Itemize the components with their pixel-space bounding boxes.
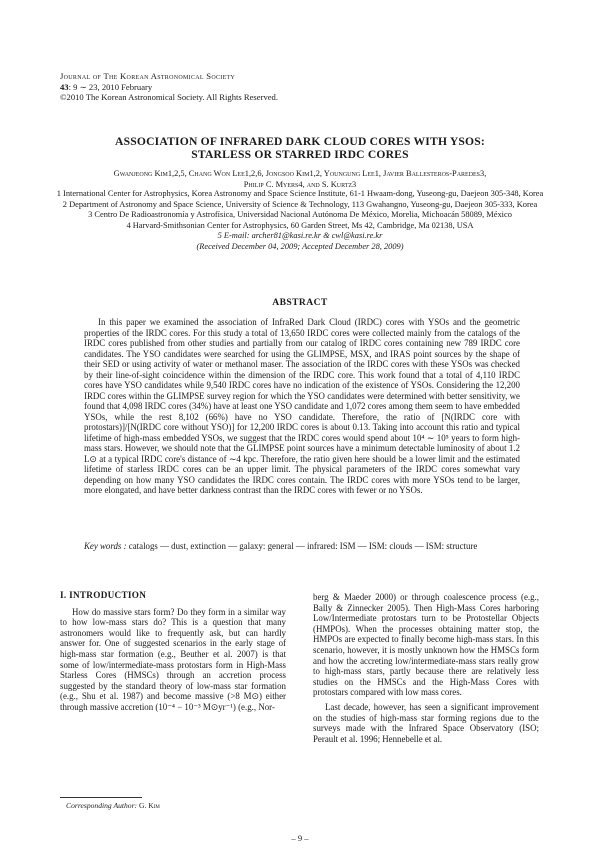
keywords-text: catalogs — dust, extinction — galaxy: general — infrared: ISM — ISM: clouds — ISM: structure <box>126 541 478 551</box>
left-column <box>60 590 286 713</box>
author-list <box>40 169 560 190</box>
authors-line-2: Philip C. Myers4, and S. Kurtz3 <box>243 179 357 189</box>
journal-volume: 43 <box>60 81 69 92</box>
journal-pages: : 9 ∼ 23, 2010 February <box>68 81 153 92</box>
journal-volume-line <box>60 82 278 93</box>
affiliation-4: 4 Harvard-Smithsonian Center for Astrophysics, 60 Garden Street, Ms 42, Cambridge, Ma 02138, USA <box>126 220 474 230</box>
paper-title <box>40 135 560 162</box>
abstract-heading: ABSTRACT <box>272 297 328 308</box>
journal-copyright: ©2010 The Korean Astronomical Society. All Rights Reserved. <box>60 92 278 103</box>
affiliation-2: 2 Department of Astronomy and Space Science, University of Science & Technology, 113 Gwahangno, Yuseong-gu, Daejeon 305-333, Korea <box>62 199 538 209</box>
affiliations <box>40 189 560 253</box>
footnote-label: Corresponding Author: <box>66 801 138 810</box>
title-line-1: ASSOCIATION OF INFRARED DARK CLOUD CORES WITH YSOS: <box>115 135 485 148</box>
title-line-2: STARLESS OR STARRED IRDC CORES <box>191 148 409 162</box>
affiliation-3: 3 Centro De Radioastronomía y Astrofísica, Universidad Nacional Autónoma De México, Morelia, Michoacán 58089, México <box>88 210 512 220</box>
journal-header <box>60 71 278 103</box>
footnote <box>66 801 160 810</box>
affiliation-1: 1 International Center for Astrophysics, Korea Astronomy and Space Science Institute, 61-1 Hwaam-dong, Yuseong-gu, Daejeon 305-348, Korea <box>56 189 544 198</box>
intro-paragraph-2: Last decade, however, has seen a significant improvement on the studies of high-mass star forming regions due to the surveys made with the Infrared Space Observatory (ISO; Perault et al. 1996; Hennebelle et al. <box>313 701 539 744</box>
authors-line-1: Gwanjeong Kim1,2,5, Chang Won Lee1,2,6, Jongsoo Kim1,2, Youngung Lee1, Javier Ballesteros-Paredes3, <box>113 169 487 178</box>
right-column <box>313 592 539 744</box>
intro-paragraph-1-cont: berg & Maeder 2000) or through coalescence process (e.g., Bally & Zinnecker 2005). Then High-Mass Cores harboring Low/Intermediate protostars turn to be Protostellar Objects (HMPOs). When the processes obtaining matter stop, the HMPOs are expected to finally become high-mass stars. In this scenario, however, it is mostly unknown how the HMSCs form and how the accreting low/intermediate-mass stars really grow to high-mass stars, partly because there are relatively less studies on the HMSCs and the High-Mass Cores with protostars compared with low mass cores. <box>313 592 539 698</box>
intro-paragraph-1: How do massive stars form? Do they form in a similar way to how low-mass stars do? This is a question that many astronomers would like to frequently ask, but can hardly answer for. One of suggested scenarios in the early stage of high-mass star formation (e.g., Beuther et al. 2007) is that some of low/intermediate-mass protostars form in High-Mass Starless Cores (HMSCs) through an accretion process suggested by the standard theory of low-mass star formation (e.g., Shu et al. 1987) and become massive (>8 M⊙) either through massive accretion (10⁻⁴ − 10⁻³ M⊙yr⁻¹) (e.g., Nor- <box>60 606 286 712</box>
abstract-text: In this paper we examined the association of InfraRed Dark Cloud (IRDC) cores with YSOs and the geometric properties of the IRDC cores. For this study a total of 13,650 IRDC cores were collected mainly from the catalogs of the IRDC cores published from other studies and partially from our catalog of IRDC cores containing new 789 IRDC core candidates. The YSO candidates were searched for using the GLIMPSE, MSX, and IRAS point sources by the shape of their SED or using activity of water or methanol maser. The association of the IRDC cores with these YSOs was checked by their line-of-sight coincidence within the dimension of the IRDC core. This work found that a total of 4,110 IRDC cores have YSO candidates while 9,540 IRDC cores have no indication of the existence of YSOs. Considering the 12,200 IRDC cores within the GLIMPSE survey region for which the YSO candidates were determined with better sensitivity, we found that 4,098 IRDC cores (34%) have at least one YSO candidate and 1,072 cores among them seem to have embedded YSOs, while the rest 8,102 (66%) have no YSO candidate. Therefore, the ratio of [N(IRDC core with protostars)]/[N(IRDC core without YSO)] for 12,200 IRDC cores is about 0.13. Taking into account this ratio and typical lifetime of high-mass embedded YSOs, we suggest that the IRDC cores would spend about 10⁴ ∼ 10⁵ years to form high-mass stars. However, we should note that the GLIMPSE point sources have a minimum detectable luminosity of about 1.2 L⊙ at a typical IRDC core's distance of ∼4 kpc. Therefore, the ratio given here should be a lower limit and the estimated lifetime of starless IRDC cores can be an upper limit. The physical parameters of the IRDC cores somewhat vary depending on how many YSO candidates the IRDC cores contain. The IRDC cores with more YSOs tend to be larger, more elongated, and have better darkness contrast than the IRDC cores with fewer or no YSOs. <box>84 317 520 495</box>
footnote-rule <box>60 797 142 798</box>
keywords-label: Key words : <box>84 541 127 551</box>
section-heading: I. INTRODUCTION <box>60 590 147 600</box>
footnote-author: G. Kim <box>137 801 160 810</box>
journal-name: Journal of The Korean Astronomical Society <box>60 71 236 81</box>
author-emails: 5 E-mail: archer81@kasi.re.kr & cwl@kasi.re.kr <box>217 231 383 241</box>
received-dates: (Received December 04, 2009; Accepted December 28, 2009) <box>196 241 404 251</box>
page-number: – 9 – <box>291 833 309 843</box>
keywords <box>84 541 520 552</box>
